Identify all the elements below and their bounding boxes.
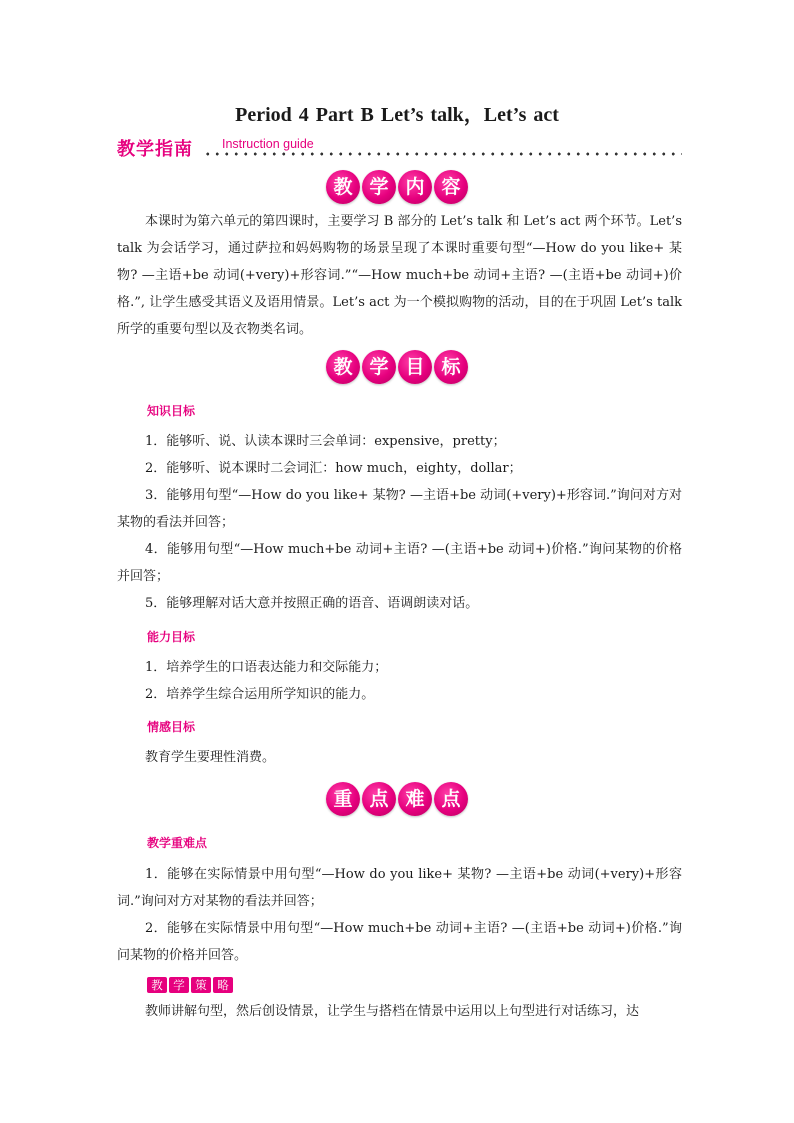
badge-char: 教	[326, 170, 360, 204]
badge-char: 难	[398, 782, 432, 816]
section-badge-content	[0, 170, 794, 204]
strategy-paragraph: 教师讲解句型，然后创设情景，让学生与搭档在情景中运用以上句型进行对话练习，达	[145, 1004, 640, 1019]
ability-item: 2．培养学生综合运用所学知识的能力。	[145, 687, 375, 702]
section-badge-strategy	[147, 974, 235, 992]
badge-char: 教	[326, 350, 360, 384]
knowledge-item: 3．能够用句型“—How do you like+ 某物? —主语+be 动词(+very)+形容词.”询问对方对某物的看法并回答；	[117, 488, 682, 530]
section-badge-objectives	[0, 350, 794, 384]
difficulty-item: 1．能够在实际情景中用句型“—How do you like+ 某物? —主语+be 动词(+very)+形容词.”询问对方对某物的看法并回答；	[117, 867, 682, 909]
badge-char: 教	[147, 977, 167, 993]
difficulty-heading: 教学重难点	[147, 836, 208, 850]
knowledge-heading: 知识目标	[147, 404, 196, 418]
badge-char: 点	[362, 782, 396, 816]
guide-title-zh: 教学指南	[117, 139, 193, 160]
ability-item: 1．培养学生的口语表达能力和交际能力；	[145, 660, 388, 675]
emotion-heading: 情感目标	[147, 720, 196, 734]
emotion-text: 教育学生要理性消费。	[145, 750, 276, 765]
badge-char: 内	[398, 170, 432, 204]
badge-char: 策	[191, 977, 211, 993]
badge-char: 学	[362, 170, 396, 204]
section-badge-key-points	[0, 782, 794, 816]
ability-heading: 能力目标	[147, 630, 196, 644]
badge-char: 点	[434, 782, 468, 816]
page-title: Period 4 Part B Let’s talk，Let’s act	[235, 104, 559, 126]
badge-char: 学	[362, 350, 396, 384]
instruction-guide-header	[117, 134, 682, 164]
badge-char: 容	[434, 170, 468, 204]
knowledge-item: 4．能够用句型“—How much+be 动词+主语? —(主语+be 动词+)价格.”询问某物的价格并回答；	[117, 542, 682, 584]
knowledge-item: 2．能够听、说本课时二会词汇：how much，eighty，dollar；	[145, 461, 522, 476]
dotted-divider	[203, 152, 682, 156]
knowledge-item: 1．能够听、说、认读本课时三会单词：expensive，pretty；	[145, 434, 506, 449]
guide-title-en: Instruction guide	[222, 137, 314, 151]
badge-char: 标	[434, 350, 468, 384]
badge-char: 重	[326, 782, 360, 816]
content-paragraph: 本课时为第六单元的第四课时，主要学习 B 部分的 Let’s talk 和 Let’s act 两个环节。Let’s talk 为会话学习，通过萨拉和妈妈购物的场景呈现了本课时重要句型“—How do you like+ 某物? —主语+be 动词(+very)+形容词.”“—How much+be 动词+主语? —(主语+be 动词+)价格.”, 让学生感受其语义及语用情景。Let’s act 为一个模拟购物的活动，目的在于巩固 Let’s talk 所学的重要句型以及衣物类名词。	[117, 214, 682, 337]
badge-char: 目	[398, 350, 432, 384]
badge-char: 学	[169, 977, 189, 993]
knowledge-item: 5．能够理解对话大意并按照正确的语音、语调朗读对话。	[145, 596, 479, 611]
difficulty-item: 2．能够在实际情景中用句型“—How much+be 动词+主语? —(主语+be 动词+)价格.”询问某物的价格并回答。	[117, 921, 682, 963]
badge-char: 略	[213, 977, 233, 993]
